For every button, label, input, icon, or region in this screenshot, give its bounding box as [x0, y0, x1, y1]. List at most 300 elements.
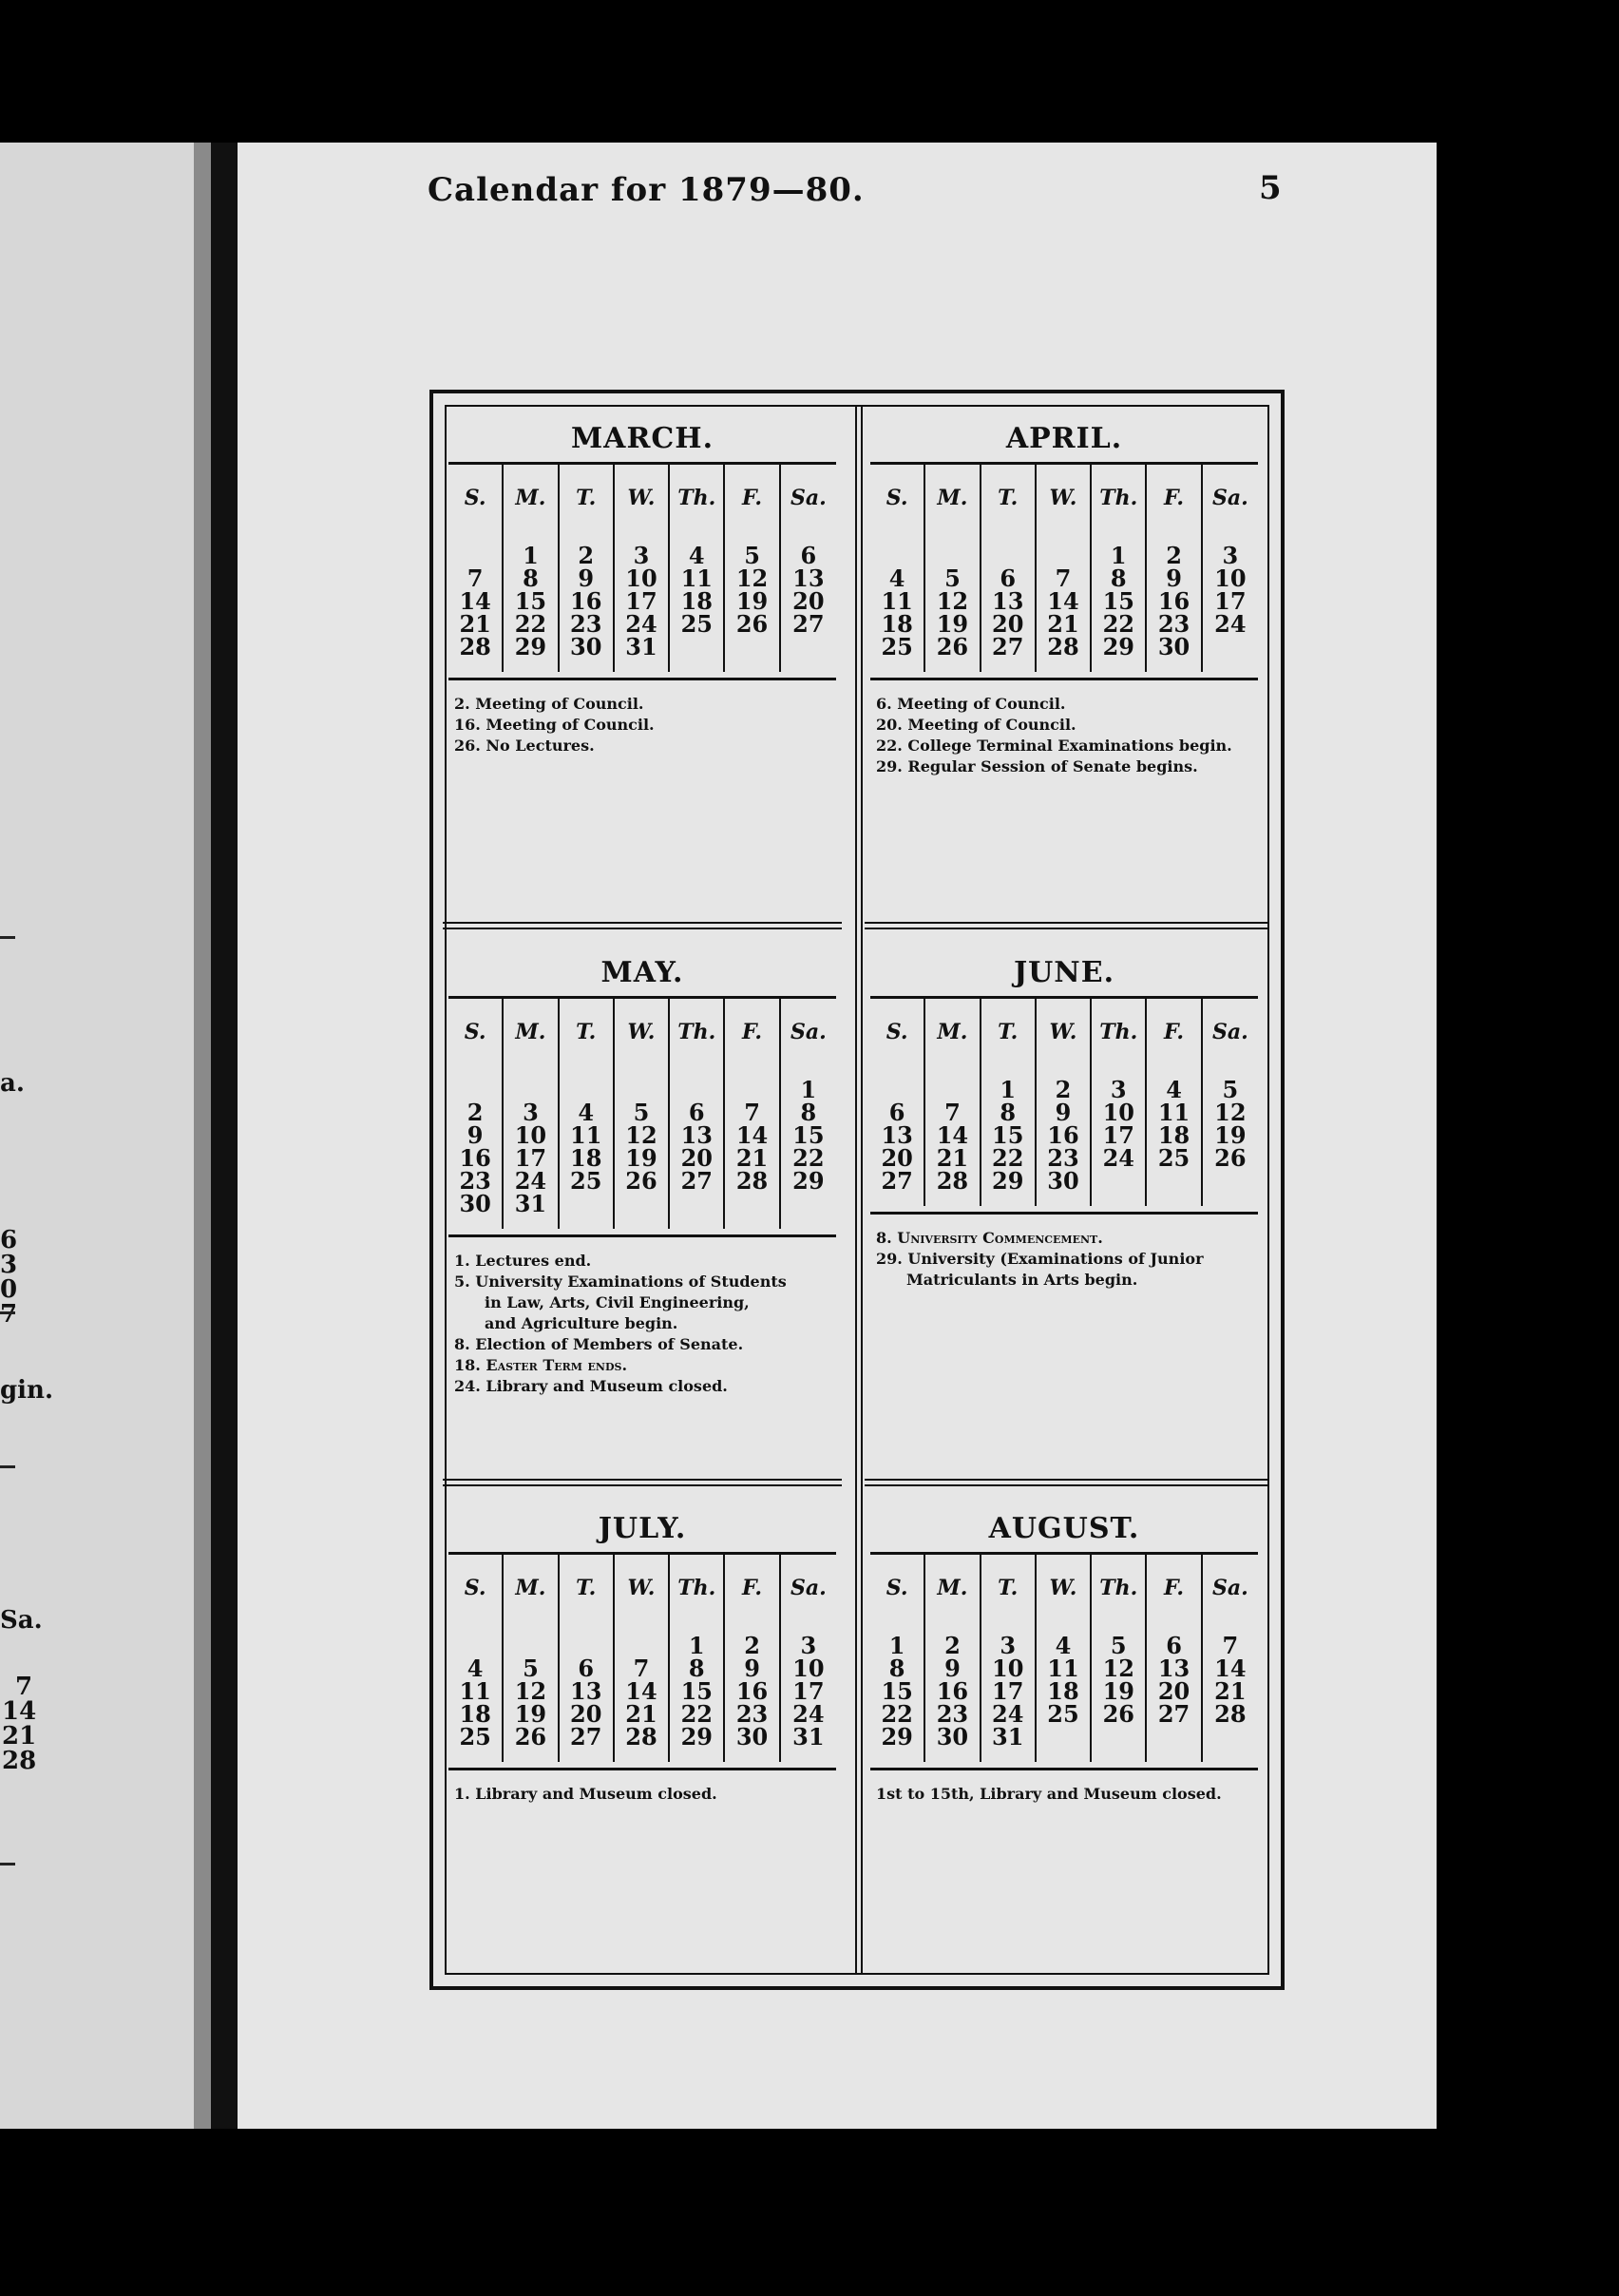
weekday-column	[781, 999, 836, 1229]
day-number: 17	[992, 1677, 1024, 1705]
day-number: 5	[1110, 1632, 1127, 1659]
day-number	[670, 1193, 723, 1215]
day-number: 2	[467, 1099, 484, 1126]
weekday-header: W.	[627, 1020, 656, 1044]
weekday-column	[870, 465, 925, 672]
weekday-header: M.	[937, 1576, 968, 1600]
day-number: 31	[992, 1723, 1024, 1751]
day-number: 11	[881, 587, 913, 615]
day-number: 16	[1047, 1121, 1079, 1149]
day-number: 17	[792, 1677, 825, 1705]
day-number: 16	[459, 1144, 491, 1172]
day-number: 20	[992, 610, 1024, 638]
day-number: 21	[459, 610, 491, 638]
weekday-column	[1203, 465, 1258, 672]
weekday-header: M.	[515, 1576, 546, 1600]
day-number: 29	[1102, 633, 1134, 660]
weekday-header: Sa.	[1211, 1576, 1248, 1600]
weekday-column	[1092, 999, 1147, 1206]
weekday-column	[1147, 999, 1202, 1206]
month-events	[876, 1784, 1252, 1805]
weekday-header: F.	[742, 1576, 763, 1600]
weekday-column	[925, 1555, 981, 1762]
event-line: Matriculants in Arts begin.	[906, 1271, 1138, 1289]
day-number: 14	[1214, 1655, 1247, 1682]
day-number: 22	[792, 1144, 825, 1172]
book-spine	[211, 143, 239, 2129]
day-number: 27	[881, 1167, 913, 1195]
weekday-header: M.	[937, 486, 968, 510]
day-number: 13	[680, 1121, 713, 1149]
weekday-column	[560, 1555, 615, 1762]
weekday-column	[781, 1555, 836, 1762]
day-number: 9	[1055, 1099, 1072, 1126]
month-august	[865, 1506, 1264, 1805]
weekday-column	[670, 999, 725, 1229]
event-line: 5. University Examinations of Students	[454, 1272, 787, 1291]
day-number: 30	[1157, 633, 1190, 660]
weekday-header: Th.	[677, 1020, 716, 1044]
left-page-fragment: 6	[0, 1226, 18, 1254]
left-page-rule	[0, 936, 15, 939]
weekday-header: W.	[1049, 486, 1077, 510]
weekday-column	[1037, 465, 1092, 672]
day-number: 30	[735, 1723, 769, 1751]
left-page-fragment: 7	[0, 1300, 18, 1329]
day-number	[781, 1193, 836, 1215]
day-number	[615, 1193, 668, 1215]
day-number: 6	[1000, 564, 1017, 592]
month-events	[454, 1784, 830, 1805]
left-page-fragment: gin.	[0, 1376, 54, 1405]
day-grid	[448, 465, 836, 672]
day-number: 28	[625, 1723, 657, 1751]
day-number: 26	[1102, 1700, 1134, 1728]
event-line: 1st to 15th, Library and Museum closed.	[876, 1785, 1222, 1803]
weekday-header: T.	[998, 1576, 1019, 1600]
section-double-rule	[865, 1479, 1269, 1486]
day-grid	[870, 1555, 1258, 1762]
weekday-header: Sa.	[1211, 1020, 1248, 1044]
day-number: 8	[1000, 1099, 1017, 1126]
weekday-column	[925, 465, 981, 672]
day-number: 27	[1157, 1700, 1190, 1728]
event-line: in Law, Arts, Civil Engineering,	[485, 1293, 750, 1311]
day-number: 17	[625, 587, 657, 615]
weekday-header: Sa.	[1211, 486, 1248, 510]
day-number: 29	[881, 1723, 913, 1751]
grid-end-rule	[448, 1768, 836, 1770]
grid-end-rule	[870, 678, 1258, 680]
day-number: 24	[1214, 610, 1247, 638]
day-number: 2	[744, 1632, 760, 1659]
month-title: MARCH.	[570, 422, 714, 455]
weekday-header: F.	[1164, 1020, 1185, 1044]
weekday-column	[448, 1555, 504, 1762]
event-line: 24. Library and Museum closed.	[454, 1377, 728, 1395]
day-number: 19	[1214, 1121, 1247, 1149]
event-line: 8. University Commencement.	[876, 1229, 1103, 1247]
weekday-header: T.	[998, 1020, 1019, 1044]
weekday-header: M.	[937, 1020, 968, 1044]
day-number: 7	[744, 1099, 760, 1126]
day-number: 11	[459, 1677, 491, 1705]
day-number: 16	[1157, 587, 1190, 615]
day-number: 19	[936, 610, 969, 638]
day-number: 8	[1110, 564, 1127, 592]
weekday-column	[504, 465, 559, 672]
day-number	[1203, 1726, 1258, 1749]
day-number: 2	[578, 542, 595, 569]
day-grid	[870, 465, 1258, 672]
event-line: 8. Election of Members of Senate.	[454, 1335, 744, 1353]
month-june	[865, 950, 1264, 1291]
left-page-fragment: 0	[0, 1275, 18, 1304]
day-number: 29	[514, 633, 547, 660]
day-number: 23	[570, 610, 602, 638]
weekday-column	[1147, 465, 1202, 672]
day-number: 6	[800, 542, 817, 569]
day-number: 10	[992, 1655, 1024, 1682]
day-number: 15	[992, 1121, 1024, 1149]
month-events	[876, 694, 1252, 777]
day-number: 21	[625, 1700, 657, 1728]
left-page-fragment: 21	[2, 1722, 37, 1751]
day-number: 4	[467, 1655, 484, 1682]
day-number: 18	[459, 1700, 491, 1728]
day-number: 12	[936, 587, 969, 615]
day-number	[1092, 1726, 1145, 1749]
day-number: 11	[570, 1121, 602, 1149]
month-april	[865, 416, 1264, 777]
weekday-header: T.	[576, 486, 597, 510]
day-number: 7	[467, 564, 484, 592]
event-line: 20. Meeting of Council.	[876, 716, 1076, 734]
left-page-fragment: Sa.	[0, 1606, 43, 1635]
event-line: 29. University (Examinations of Junior	[876, 1250, 1204, 1268]
day-number: 23	[936, 1700, 969, 1728]
day-number: 14	[936, 1121, 969, 1149]
day-number: 3	[1110, 1076, 1127, 1103]
day-number: 3	[633, 542, 650, 569]
day-number: 15	[680, 1677, 713, 1705]
weekday-header: S.	[464, 1020, 486, 1044]
day-number: 6	[888, 1099, 905, 1126]
day-number: 22	[680, 1700, 713, 1728]
day-number: 18	[881, 610, 913, 638]
day-number: 7	[633, 1655, 650, 1682]
day-number: 28	[459, 633, 491, 660]
month-may	[443, 950, 842, 1397]
day-number: 1	[688, 1632, 705, 1659]
day-number: 24	[1102, 1144, 1134, 1172]
section-double-rule	[865, 922, 1269, 929]
day-number: 26	[625, 1167, 657, 1195]
section-double-rule	[443, 1479, 842, 1486]
day-number: 20	[570, 1700, 602, 1728]
day-number: 9	[744, 1655, 760, 1682]
weekday-column	[1092, 465, 1147, 672]
left-page-rule	[0, 1311, 15, 1314]
day-number: 7	[944, 1099, 961, 1126]
day-number: 14	[625, 1677, 657, 1705]
weekday-header: Sa.	[790, 1020, 827, 1044]
month-events	[454, 1251, 830, 1397]
day-number: 28	[1047, 633, 1079, 660]
weekday-column	[981, 1555, 1037, 1762]
day-number: 9	[1166, 564, 1182, 592]
day-number: 4	[1055, 1632, 1072, 1659]
weekday-column	[925, 999, 981, 1206]
day-number: 21	[936, 1144, 969, 1172]
weekday-column	[725, 465, 780, 672]
day-number: 20	[881, 1144, 913, 1172]
day-number: 19	[735, 587, 769, 615]
day-number	[1147, 1170, 1200, 1193]
day-number: 3	[1000, 1632, 1017, 1659]
weekday-header: S.	[886, 1576, 908, 1600]
weekday-column	[504, 1555, 559, 1762]
grid-end-rule	[448, 1234, 836, 1237]
weekday-header: Sa.	[790, 1576, 827, 1600]
weekday-column	[870, 999, 925, 1206]
grid-end-rule	[448, 678, 836, 680]
day-number: 1	[523, 542, 539, 569]
day-number: 10	[792, 1655, 825, 1682]
weekday-header: F.	[1164, 486, 1185, 510]
weekday-column	[781, 465, 836, 672]
weekday-column	[560, 465, 615, 672]
day-number: 13	[881, 1121, 913, 1149]
day-number: 1	[1000, 1076, 1017, 1103]
left-page-rule	[0, 1465, 15, 1468]
weekday-column	[1203, 999, 1258, 1206]
day-number: 27	[680, 1167, 713, 1195]
running-head: Calendar for 1879—80.	[428, 171, 865, 209]
day-number: 27	[792, 610, 825, 638]
month-title: APRIL.	[1005, 422, 1123, 455]
weekday-column	[725, 1555, 780, 1762]
weekday-column	[981, 999, 1037, 1206]
day-number: 25	[680, 610, 713, 638]
month-events	[454, 694, 830, 756]
day-number: 9	[467, 1121, 484, 1149]
day-number: 11	[680, 564, 713, 592]
day-number: 12	[735, 564, 769, 592]
day-number: 5	[523, 1655, 539, 1682]
day-number: 7	[1055, 564, 1072, 592]
day-number: 20	[680, 1144, 713, 1172]
day-number: 8	[523, 564, 539, 592]
day-number: 17	[1214, 587, 1247, 615]
day-number: 28	[936, 1167, 969, 1195]
left-page-fragment: 28	[2, 1747, 37, 1775]
day-number	[1092, 1170, 1145, 1193]
day-number: 10	[1214, 564, 1247, 592]
day-number: 21	[735, 1144, 769, 1172]
day-number: 31	[625, 633, 657, 660]
day-number: 6	[688, 1099, 705, 1126]
day-number: 4	[578, 1099, 595, 1126]
day-number: 20	[792, 587, 825, 615]
day-number: 12	[1214, 1099, 1247, 1126]
day-number: 14	[735, 1121, 769, 1149]
day-number: 23	[459, 1167, 491, 1195]
day-number	[725, 636, 778, 659]
day-number: 18	[1157, 1121, 1190, 1149]
day-number: 24	[625, 610, 657, 638]
day-number: 21	[1047, 610, 1079, 638]
day-number: 26	[514, 1723, 547, 1751]
day-number: 8	[800, 1099, 817, 1126]
weekday-column	[981, 465, 1037, 672]
day-number: 25	[570, 1167, 602, 1195]
day-number: 10	[625, 564, 657, 592]
day-number: 16	[570, 587, 602, 615]
weekday-header: S.	[886, 1020, 908, 1044]
day-number: 14	[459, 587, 491, 615]
month-title: AUGUST.	[988, 1512, 1140, 1545]
weekday-header: W.	[1049, 1020, 1077, 1044]
day-number: 13	[1157, 1655, 1190, 1682]
day-number: 15	[792, 1121, 825, 1149]
weekday-header: M.	[515, 1020, 546, 1044]
day-number: 28	[735, 1167, 769, 1195]
day-number: 29	[792, 1167, 825, 1195]
day-number: 15	[1102, 587, 1134, 615]
day-number: 17	[1102, 1121, 1134, 1149]
grid-end-rule	[870, 1212, 1258, 1215]
event-line: 18. Easter Term ends.	[454, 1356, 628, 1374]
day-number: 12	[625, 1121, 657, 1149]
day-number: 27	[570, 1723, 602, 1751]
day-number: 13	[992, 587, 1024, 615]
day-number: 12	[514, 1677, 547, 1705]
page-header	[428, 169, 1282, 228]
day-grid	[448, 1555, 836, 1762]
weekday-header: S.	[464, 486, 486, 510]
day-number: 20	[1157, 1677, 1190, 1705]
left-page-gutter	[194, 143, 211, 2129]
month-events	[876, 1228, 1252, 1291]
section-double-rule	[443, 922, 842, 929]
day-number: 8	[688, 1655, 705, 1682]
weekday-header: Th.	[1099, 1576, 1138, 1600]
weekday-column	[448, 999, 504, 1229]
day-number: 4	[1166, 1076, 1182, 1103]
day-number: 11	[1157, 1099, 1190, 1126]
left-page-fragment: a.	[0, 1069, 25, 1098]
day-number	[1203, 1170, 1258, 1193]
day-number: 18	[680, 587, 713, 615]
day-number	[670, 636, 723, 659]
weekday-column	[670, 465, 725, 672]
month-title: MAY.	[600, 956, 684, 989]
day-number: 13	[570, 1677, 602, 1705]
day-number: 25	[1047, 1700, 1079, 1728]
weekday-column	[1092, 1555, 1147, 1762]
weekday-column	[615, 999, 670, 1229]
month-title: JUNE.	[1013, 956, 1115, 989]
day-number: 22	[514, 610, 547, 638]
day-number: 9	[578, 564, 595, 592]
day-number: 22	[881, 1700, 913, 1728]
day-number: 31	[792, 1723, 825, 1751]
weekday-column	[1203, 1555, 1258, 1762]
weekday-column	[1037, 999, 1092, 1206]
day-number: 6	[1166, 1632, 1182, 1659]
day-number: 26	[735, 610, 769, 638]
weekday-header: W.	[627, 1576, 656, 1600]
weekday-header: T.	[576, 1576, 597, 1600]
weekday-header: T.	[576, 1020, 597, 1044]
day-number: 26	[936, 633, 969, 660]
day-number: 3	[523, 1099, 539, 1126]
day-number: 25	[881, 633, 913, 660]
weekday-column	[725, 999, 780, 1229]
day-number: 25	[1157, 1144, 1190, 1172]
weekday-column	[448, 465, 504, 672]
day-number: 6	[578, 1655, 595, 1682]
page-number: 5	[1259, 169, 1282, 207]
day-number: 1	[1110, 542, 1127, 569]
weekday-header: M.	[515, 486, 546, 510]
left-page-fragment: 14	[2, 1697, 37, 1726]
weekday-column	[1037, 1555, 1092, 1762]
event-line: 6. Meeting of Council.	[876, 695, 1066, 713]
event-line: 1. Lectures end.	[454, 1252, 592, 1270]
day-grid	[448, 999, 836, 1229]
day-number: 3	[1222, 542, 1239, 569]
day-number: 9	[944, 1655, 961, 1682]
weekday-header: Th.	[1099, 1020, 1138, 1044]
day-number: 12	[1102, 1655, 1134, 1682]
day-number: 2	[1055, 1076, 1072, 1103]
day-number: 23	[1157, 610, 1190, 638]
weekday-column	[615, 465, 670, 672]
weekday-header: F.	[742, 486, 763, 510]
day-number: 4	[888, 564, 905, 592]
day-number: 28	[1214, 1700, 1247, 1728]
day-number: 5	[944, 564, 961, 592]
weekday-column	[870, 1555, 925, 1762]
day-number: 4	[688, 542, 705, 569]
day-number: 30	[1047, 1167, 1079, 1195]
day-number	[781, 636, 836, 659]
day-number: 13	[792, 564, 825, 592]
day-number: 26	[1214, 1144, 1247, 1172]
weekday-column	[670, 1555, 725, 1762]
day-number: 25	[459, 1723, 491, 1751]
event-line: 26. No Lectures.	[454, 737, 595, 755]
weekday-header: F.	[742, 1020, 763, 1044]
day-number	[725, 1193, 778, 1215]
day-number: 16	[735, 1677, 769, 1705]
day-number: 16	[936, 1677, 969, 1705]
weekday-header: T.	[998, 486, 1019, 510]
day-number	[1147, 1726, 1200, 1749]
left-page-fragment: 3	[0, 1251, 18, 1279]
day-number: 10	[1102, 1099, 1134, 1126]
day-number: 31	[514, 1190, 547, 1217]
day-number: 24	[792, 1700, 825, 1728]
left-page-fragment: 7	[15, 1673, 33, 1701]
month-march	[443, 416, 842, 756]
day-number: 22	[992, 1144, 1024, 1172]
day-number: 24	[992, 1700, 1024, 1728]
weekday-header: W.	[1049, 1576, 1077, 1600]
day-number: 23	[735, 1700, 769, 1728]
